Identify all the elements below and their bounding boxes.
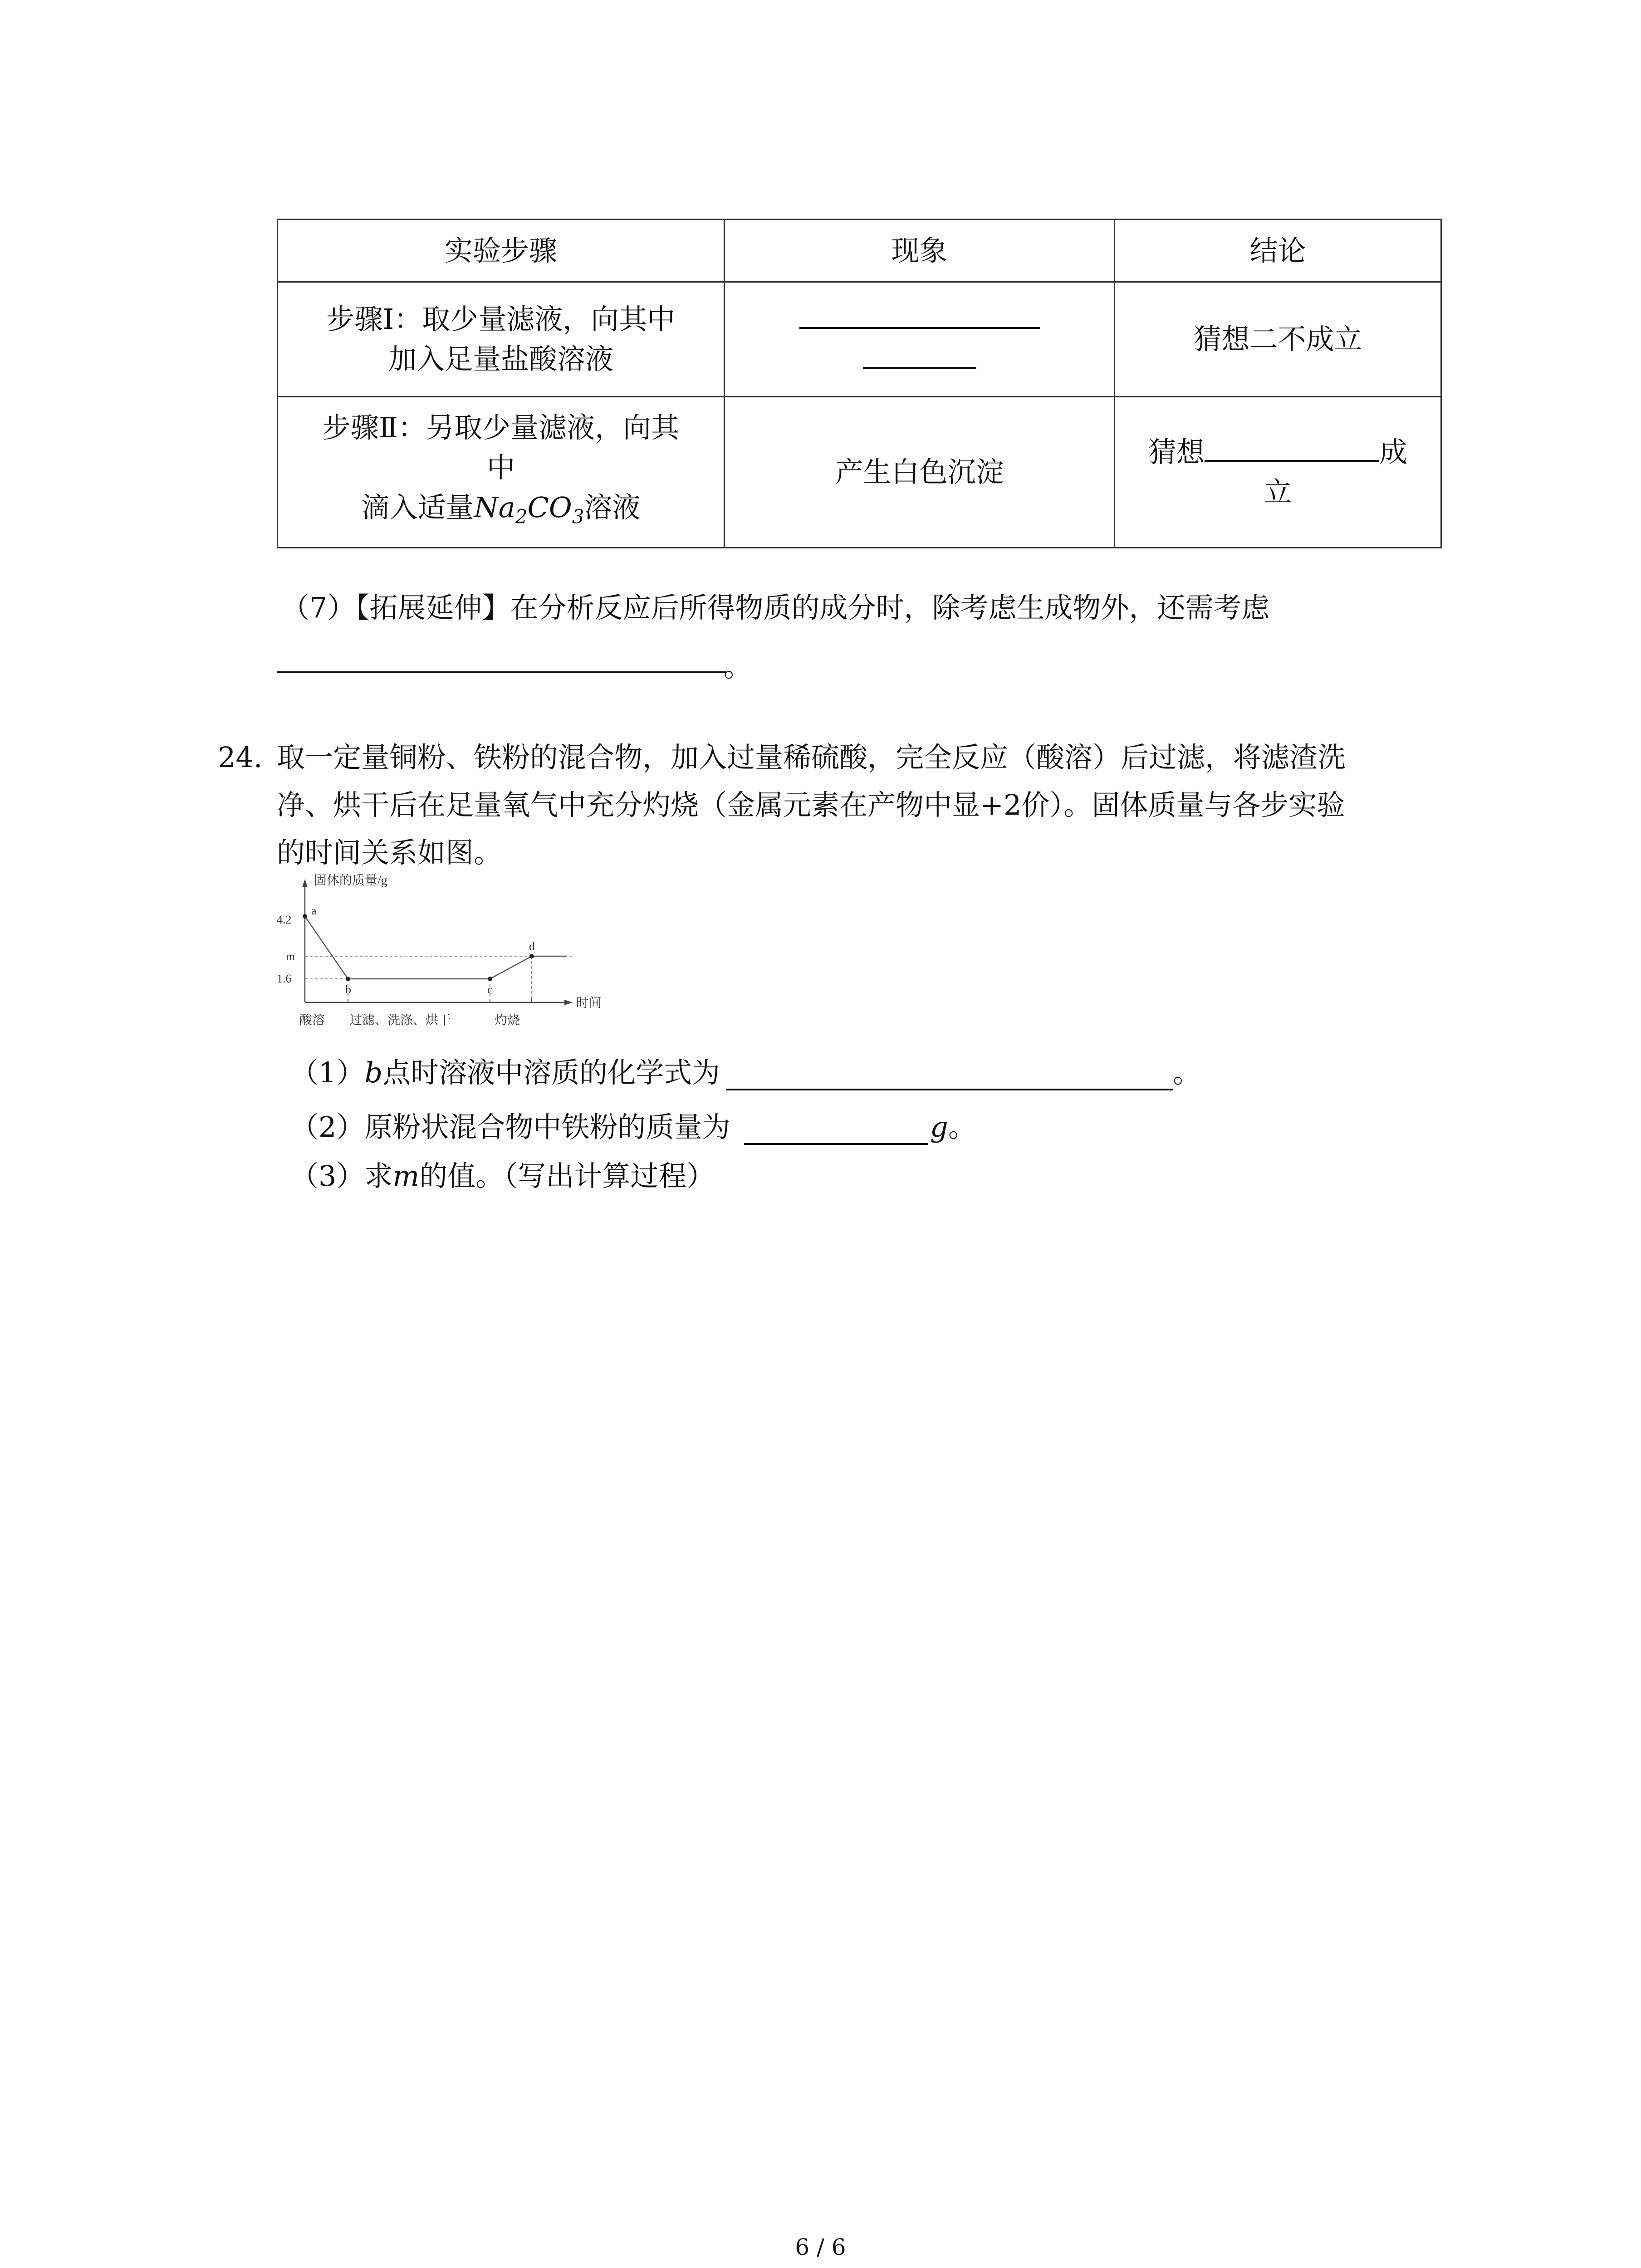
page-number: 6 / 6 [795,2234,846,2260]
x-axis-label: 时间 [576,996,602,1010]
q24-number: 24. [218,741,263,774]
q7-answer-blank[interactable] [277,671,726,673]
q24-sub2-answer-blank[interactable] [744,1143,928,1145]
y-axis-arrow [302,879,308,887]
header-phenomenon: 现象 [725,220,1115,282]
point-label-a: a [311,904,317,917]
header-conclusion: 结论 [1115,220,1441,282]
step-2-line1: 步骤Ⅱ：另取少量滤液，向其 [322,411,680,444]
step-2-line2: 中 [486,450,515,484]
conclusion-2-line2: 立 [1264,475,1292,508]
mass-time-chart [263,871,608,1043]
data-point-d [529,954,534,958]
phenomenon-1-blank-cell[interactable] [725,282,1115,397]
phenomenon-blank-line-2[interactable] [863,340,976,369]
data-point-a [303,914,307,919]
formula-na2co3: $Na_2CO_3$ [474,490,584,528]
header-steps: 实验步骤 [278,220,725,282]
table-row [278,397,1441,548]
q24-sub3: （3）求m的值。（写出计算过程） [290,1159,715,1193]
table-header-row [278,220,1441,282]
x-axis-arrow [564,1000,573,1005]
q24-sub2-end: 。 [948,1110,977,1144]
q24-sub2: （2）原粉状混合物中铁粉的质量为 [290,1110,730,1144]
point-label-b: b [345,983,351,996]
q24-line1: 取一定量铜粉、铁粉的混合物，加入过量稀硫酸，完全反应（酸溶）后过滤，将滤渣洗 [277,741,1346,774]
x-stage-label: 过滤、洗涤、烘干 [349,1013,451,1027]
step-1-line1: 步骤Ⅰ：取少量滤液，向其中 [326,303,676,336]
data-point-b [346,977,350,981]
table-row [278,282,1441,397]
q24-sub1: （1）b点时溶液中溶质的化学式为 [290,1056,720,1089]
data-point-c [488,977,492,981]
y-tick-label: m [286,950,295,963]
step-1-cell [278,282,725,397]
conclusion-2-cell: 猜想 成 立 [1115,397,1441,548]
q7-text: （7）【拓展延伸】在分析反应后所得物质的成分时，除考虑生成物外，还需考虑 [281,591,1270,624]
experiment-table [277,219,1442,548]
y-tick-label: 1.6 [277,972,292,985]
step-2-line3: 滴入适量$Na_2CO_3$溶液 [361,490,641,528]
point-label-c: c [487,983,493,996]
conclusion-1-cell: 猜想二不成立 [1115,282,1441,397]
mass-series-line [305,916,567,979]
phenomenon-blank-line-1[interactable] [799,300,1040,329]
y-axis-label: 固体的质量/g [314,874,387,888]
step-1-line2: 加入足量盐酸溶液 [388,342,613,376]
q24-sub1-end: 。 [1173,1056,1201,1089]
conclusion-blank[interactable] [1205,433,1379,462]
y-tick-label: 4.2 [277,913,292,926]
q24-line3: 的时间关系如图。 [277,836,502,869]
q7-end: 。 [724,650,752,683]
q24-sub1-answer-blank[interactable] [726,1089,1173,1090]
phenomenon-2-cell: 产生白色沉淀 [725,397,1115,548]
point-label-d: d [529,940,535,953]
x-stage-label: 酸溶 [299,1013,325,1027]
q24-sub2-unit: g [930,1110,948,1144]
x-stage-label: 灼烧 [495,1013,520,1027]
step-2-cell [278,397,725,548]
q24-line2: 净、烘干后在足量氧气中充分灼烧（金属元素在产物中显+2价）。固体质量与各步实验 [277,788,1345,821]
